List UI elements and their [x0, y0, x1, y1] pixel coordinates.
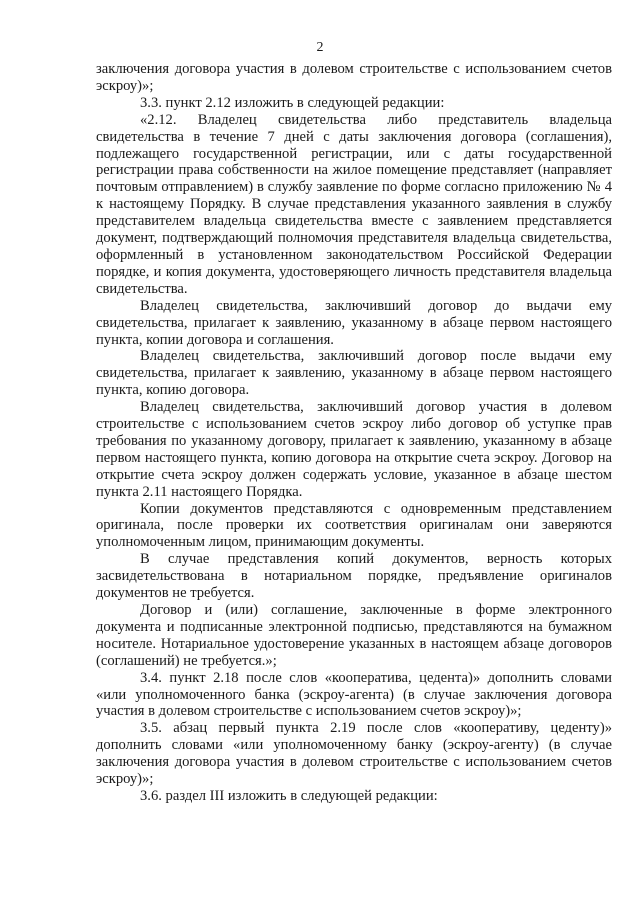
paragraph-continuation: заключения договора участия в долевом строительстве с использованием счетов эскроу)»;	[96, 61, 612, 94]
paragraph-item-3-6: 3.6. раздел III изложить в следующей редакции:	[140, 787, 438, 804]
paragraph-notarized-copies: В случае представления копий документов, верность которых засвидетельствована в нотариальном порядке, предъявление оригиналов документов не требуется.	[96, 551, 612, 602]
paragraph-item-3-4: 3.4. пункт 2.18 после слов «кооператива, цедента)» дополнить словами «или уполномоченного банка (эскроу-агента) (в случае заключения договора участия в долевом строительстве с использованием счетов эскроу)»;	[96, 669, 612, 720]
paragraph-electronic-documents: Договор и (или) соглашение, заключенные в форме электронного документа и подписанные электронной подписью, представляются на бумажном носителе. Нотариальное удостоверение указанных в настоящем абзаце договоров (соглашений) не требуется.»;	[96, 602, 612, 669]
paragraph-escrow-contract: Владелец свидетельства, заключивший договор участия в долевом строительстве с использованием счетов эскроу либо договор об уступке прав требования по указанному договору, прилагает к заявлению, указанному в абзаце первом настоящего пункта, копию договора на открытие счета эскроу. Договор на открытие счета эскроу должен содержать условие, указанное в абзаце шестом пункта 2.11 настоящего Порядка.	[96, 399, 612, 500]
paragraph-item-3-3: 3.3. пункт 2.12 изложить в следующей редакции:	[140, 94, 445, 111]
paragraph-after-issue: Владелец свидетельства, заключивший договор после выдачи ему свидетельства, прилагает к заявлению, указанному в абзаце первом настоящего пункта, копию договора.	[96, 348, 612, 399]
page-number: 2	[316, 40, 324, 55]
paragraph-document-copies: Копии документов представляются с одновременным представлением оригинала, после проверки их соответствия оригиналам они заверяются уполномоченным лицом, принимающим документы.	[96, 500, 612, 551]
paragraph-clause-2-12: «2.12. Владелец свидетельства либо представитель владельца свидетельства в течение 7 дней с даты заключения договора (соглашения), подлежащего государственной регистрации, или с даты государственной регистрации права собственности на жилое помещение представляет (направляет почтовым отправлением) в службу заявление по форме согласно приложению № 4 к настоящему Порядку. В случае представления указанного заявления в службу представителем владельца свидетельства вместе с заявлением представляется документ, подтверждающий полномочия представителя владельца свидетельства, оформленный в установленном законодательством Российской Федерации порядке, и копия документа, удостоверяющего личность представителя владельца свидетельства.	[96, 111, 612, 297]
paragraph-item-3-5: 3.5. абзац первый пункта 2.19 после слов «кооперативу, цеденту)» дополнить словами «или уполномоченному банку (эскроу-агенту) (в случае заключения договора участия в долевом строительстве с использованием счетов эскроу)»;	[96, 720, 612, 788]
paragraph-before-issue: Владелец свидетельства, заключивший договор до выдачи ему свидетельства, прилагает к заявлению, указанному в абзаце первом настоящего пункта, копии договора и соглашения.	[96, 297, 612, 348]
document-body	[96, 61, 612, 805]
